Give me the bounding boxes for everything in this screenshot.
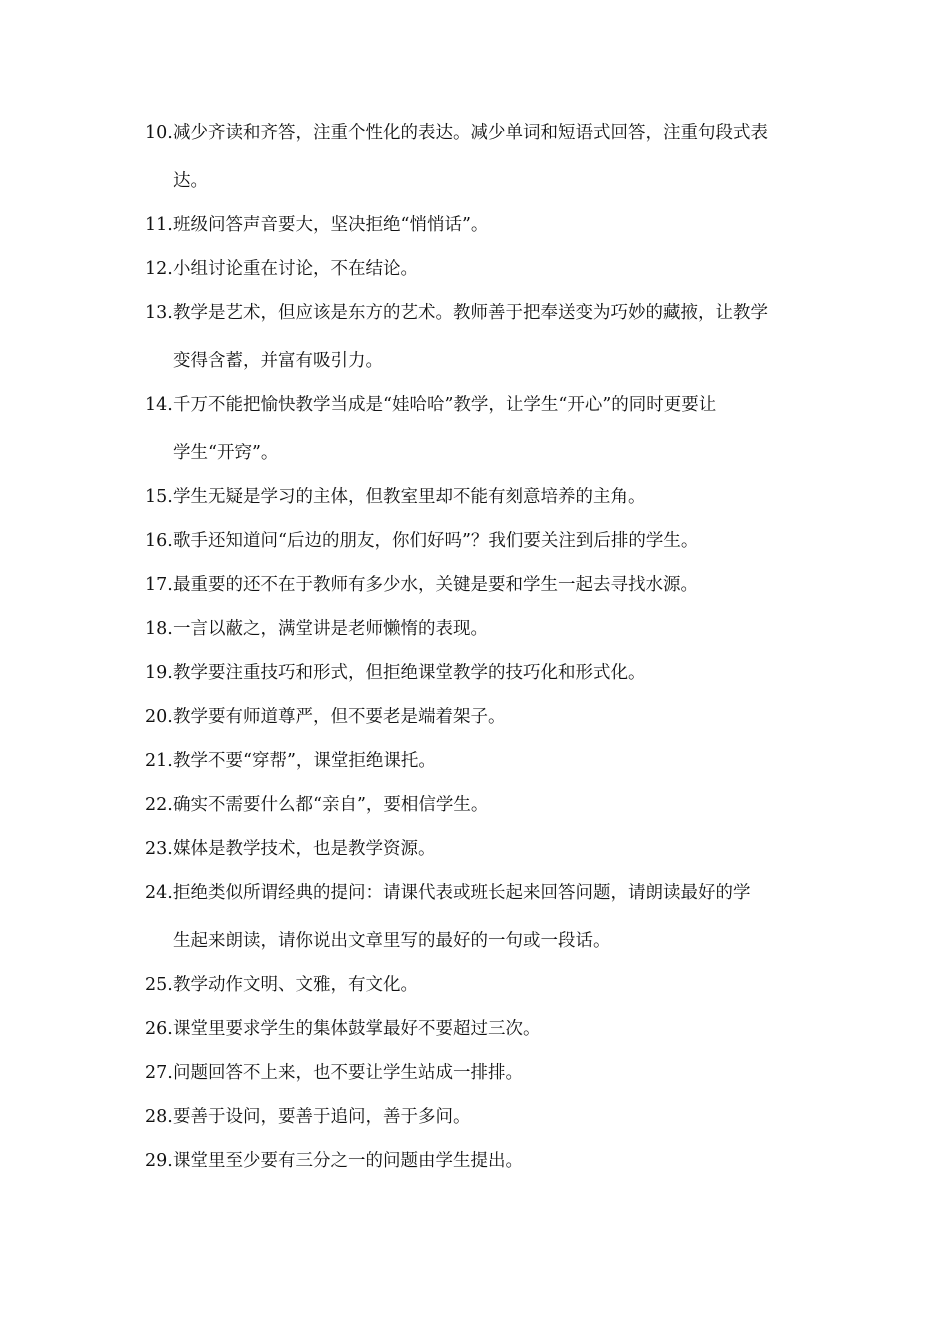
item-text: 拒绝类似所谓经典的提问：请课代表或班长起来回答问题，请朗读最好的学 bbox=[173, 883, 751, 903]
list-item bbox=[145, 794, 825, 816]
list-item bbox=[145, 574, 825, 596]
list-item bbox=[145, 750, 825, 772]
item-number: 16. bbox=[145, 531, 173, 551]
item-number: 10. bbox=[145, 123, 173, 143]
item-text-continued: 达。 bbox=[173, 171, 208, 191]
numbered-list bbox=[145, 122, 825, 1194]
item-number: 14. bbox=[145, 395, 173, 415]
item-text: 教学不要“穿帮”，课堂拒绝课托。 bbox=[173, 751, 436, 771]
item-number: 13. bbox=[145, 303, 173, 323]
item-text-continued: 生起来朗读，请你说出文章里写的最好的一句或一段话。 bbox=[173, 931, 611, 951]
list-item bbox=[145, 394, 825, 464]
item-number: 21. bbox=[145, 751, 173, 771]
item-text: 媒体是教学技术，也是教学资源。 bbox=[173, 839, 436, 859]
item-number: 24. bbox=[145, 883, 173, 903]
list-item bbox=[145, 1018, 825, 1040]
item-text: 课堂里至少要有三分之一的问题由学生提出。 bbox=[173, 1151, 523, 1171]
list-item bbox=[145, 662, 825, 684]
item-number: 17. bbox=[145, 575, 173, 595]
item-text: 要善于设问，要善于追问，善于多问。 bbox=[173, 1107, 471, 1127]
item-text: 学生无疑是学习的主体，但教室里却不能有刻意培养的主角。 bbox=[173, 487, 646, 507]
item-text: 问题回答不上来，也不要让学生站成一排排。 bbox=[173, 1063, 523, 1083]
list-item bbox=[145, 1062, 825, 1084]
list-item bbox=[145, 258, 825, 280]
item-number: 18. bbox=[145, 619, 173, 639]
item-number: 23. bbox=[145, 839, 173, 859]
item-text: 最重要的还不在于教师有多少水，关键是要和学生一起去寻找水源。 bbox=[173, 575, 698, 595]
item-text-continued: 学生“开窍”。 bbox=[173, 443, 279, 463]
item-text-continued: 变得含蓄，并富有吸引力。 bbox=[173, 351, 383, 371]
item-text: 教学是艺术，但应该是东方的艺术。教师善于把奉送变为巧妙的藏掖，让教学 bbox=[173, 303, 768, 323]
item-number: 29. bbox=[145, 1151, 173, 1171]
item-text: 教学动作文明、文雅，有文化。 bbox=[173, 975, 418, 995]
item-number: 27. bbox=[145, 1063, 173, 1083]
list-item bbox=[145, 974, 825, 996]
list-item bbox=[145, 882, 825, 952]
list-item bbox=[145, 214, 825, 236]
item-text: 班级问答声音要大，坚决拒绝“悄悄话”。 bbox=[173, 215, 489, 235]
list-item bbox=[145, 618, 825, 640]
list-item bbox=[145, 838, 825, 860]
item-text: 一言以蔽之，满堂讲是老师懒惰的表现。 bbox=[173, 619, 488, 639]
item-text: 教学要注重技巧和形式，但拒绝课堂教学的技巧化和形式化。 bbox=[173, 663, 646, 683]
item-number: 25. bbox=[145, 975, 173, 995]
item-text: 课堂里要求学生的集体鼓掌最好不要超过三次。 bbox=[173, 1019, 541, 1039]
list-item bbox=[145, 302, 825, 372]
list-item bbox=[145, 706, 825, 728]
item-number: 22. bbox=[145, 795, 173, 815]
item-number: 28. bbox=[145, 1107, 173, 1127]
item-text: 确实不需要什么都“亲自”，要相信学生。 bbox=[173, 795, 489, 815]
item-number: 19. bbox=[145, 663, 173, 683]
list-item bbox=[145, 1150, 825, 1172]
item-number: 20. bbox=[145, 707, 173, 727]
item-number: 12. bbox=[145, 259, 173, 279]
list-item bbox=[145, 530, 825, 552]
item-text: 减少齐读和齐答，注重个性化的表达。减少单词和短语式回答，注重句段式表 bbox=[173, 123, 768, 143]
item-text: 千万不能把愉快教学当成是“娃哈哈”教学，让学生“开心”的同时更要让 bbox=[173, 395, 717, 415]
item-text: 歌手还知道问“后边的朋友，你们好吗”？我们要关注到后排的学生。 bbox=[173, 531, 699, 551]
item-text: 教学要有师道尊严，但不要老是端着架子。 bbox=[173, 707, 506, 727]
list-item bbox=[145, 1106, 825, 1128]
list-item bbox=[145, 486, 825, 508]
item-text: 小组讨论重在讨论，不在结论。 bbox=[173, 259, 418, 279]
item-number: 26. bbox=[145, 1019, 173, 1039]
item-number: 11. bbox=[145, 215, 173, 235]
item-number: 15. bbox=[145, 487, 173, 507]
list-item bbox=[145, 122, 825, 192]
